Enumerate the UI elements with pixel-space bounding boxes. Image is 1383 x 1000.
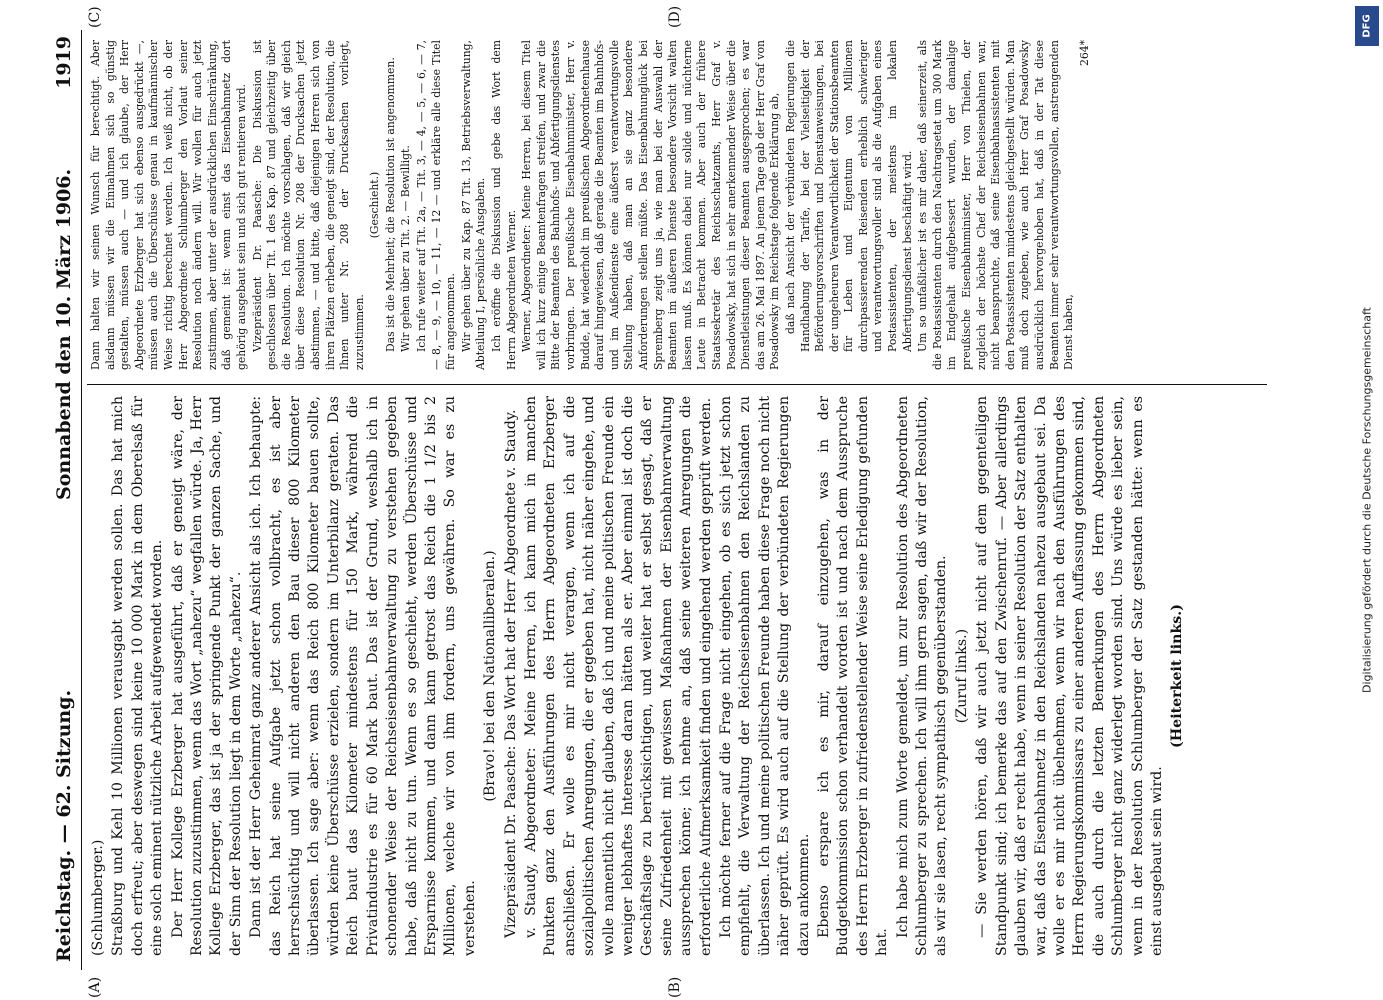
- paragraph: Ich habe mich zum Worte gemeldet, um zur Resolution des Abgeordneten Schlumberger zu sprechen. Ich will ihm gern sagen, daß wir der Resolution, als wir sie lasen, recht sympathisch gegenüberstanden.: [894, 396, 949, 956]
- laughter-note: (Heiterkeit links.): [1168, 604, 1185, 748]
- paragraph: Ich rufe weiter auf Tit. 2a, — Tit. 3, — 4, — 5, — 6, — 7, — 8, — 9, — 10, — 11, — 12 — und erkläre alle diese Titel für angenommen.: [414, 40, 457, 370]
- page-header: [47, 30, 82, 970]
- paragraph: Wir gehen über zu Tit. 2. — Bewilligt.: [398, 145, 412, 352]
- digitization-credit: Digitalisierung gefördert durch die Deutsche Forschungsgemeinschaft: [1360, 307, 1374, 693]
- action-note: (Geschieht.): [367, 171, 381, 239]
- margin-letter-d: (D): [666, 5, 683, 28]
- paragraph: v. Staudy, Abgeordneter: Meine Herren, ich kann mich in manchen Punkten ganz den Ausführungen des Herrn Abgeordneten Erzberger anschließen. Er wolle es mir nicht verargen, wenn ich auf die sozialpolitischen Anregungen, die er gegeben hat, nicht näher eingehe, und wolle namentlich nicht glauben, daß ich und meine politischen Freunde ein weniger lebhaftes Interesse daran hätten als er. Aber einmal ist doch die Geschäftslage zu berücksichtigen, und weiter hat er selbst gesagt, daß er seine Zufriedenheit mit gewissen Maßnahmen der Eisenbahnverwaltung aussprechen könne; ich nehme an, daß seine weiteren Anregungen die erforderliche Aufmerksamkeit finden und eingehend werden geprüft werden.: [522, 396, 714, 956]
- applause-note: (Bravo! bei den Nationalliberalen.): [481, 550, 498, 802]
- paragraph: Ebenso erspare ich es mir, darauf einzugehen, was in der Budgetkommission schon verhandelt worden ist und nach dem Ausspruche des Herrn Erzberger in zufriedenstellender Weise seine Erledigung gefunden hat.: [815, 396, 890, 956]
- rotated-newspaper-page: [47, 5, 1337, 998]
- paragraph: Dann halten wir seinen Wunsch für berechtigt. Aber alsdann müssen wir die Einnahmen sich so günstig gestalten, müssen auch — und ich glaube, der Herr Abgeordnete Erzberger hat sich ebenso ausgedrückt —, müssen auch die Überschüsse genau in kaufmännischer Weise richtig berechnet werden. Ich weiß nicht, ob der Herr Abgeordnete Schlumberger den Vorlaut seiner Resolution noch ändern will. Wir wollen für auch jetzt zustimmen, aber unter der ausdrücklichen Einschränkung, daß gemeint ist: wenn einst das Eisenbahnnetz dort gehörig ausgebaut sein und sich gut rentieren wird.: [88, 40, 248, 370]
- paragraph: Vizepräsident Dr. Paasche: Die Diskussion ist geschlossen über Tit. 1 des Kap. 87 und gleichzeitig über die Resolution. Ich möchte vorschlagen, daß wir gleich über diese Resolution Nr. 208 der Drucksachen jetzt abstimmen, — und bitte, daß diejenigen Herren sich von ihren Plätzen erheben, die geneigt sind, der Resolution, die Ihnen unter Nr. 208 der Drucksachen vorliegt, zuzustimmen.: [250, 40, 366, 370]
- header-session: Reichstag. — 62. Sitzung.: [52, 689, 75, 962]
- quoted-paragraph: daß nach Ansicht der verbündeten Regierungen die Handhabung der Tarife, bei der Vielseitigkeit der Beförderungsvorschriften und Dienstanweisungen, bei der ungeheuren Verantwortlichkeit der Stationsbeamten für Leben und Eigentum von Millionen durchpassierenden Reisenden erheblich schwieriger und verantwortungsvoller sind als die Aufgaben eines Postassistenten, der meistens im lokalen Abfertigungsdienst beschäftigt wird.: [783, 40, 914, 352]
- dfg-logo: DFG: [1355, 6, 1379, 46]
- paragraph: Straßburg und Kehl 10 Millionen verausgabt werden sollen. Das hat mich doch erfreut; aber deswegen sind keine 10 000 Mark in dem Oberelsaß für eine solch eminent nützliche Arbeit aufgewendet worden.: [109, 396, 165, 956]
- paragraph: Vizepräsident Dr. Paasche: Das Wort hat der Herr Abgeordnete v. Staudy.: [502, 409, 519, 938]
- speaker-tag: (Schlumberger.): [89, 839, 106, 956]
- column-left: [89, 396, 1269, 956]
- paragraph: Wir gehen über zu Kap. 87 Tit. 13, Betriebsverwaltung, Abteilung I, persönliche Ausgaben.: [459, 40, 487, 370]
- header-page-number: 1919: [52, 36, 75, 89]
- paragraph: Werner, Abgeordneter: Meine Herren, bei diesem Titel will ich kurz einige Beamtenfragen streifen, und zwar die Bitte der Beamten des Bahnhofs- und Abfertigungsdienstes vorbringen. Der preußische Eisenbahnminister, Herr v. Budde, hat wiederholt im preußischen Abgeordnetenhause darauf hingewiesen, daß gerade die Beamten im Bahnhofs- und im Außendienste eine äußerst verantwortungsvolle Stellung haben, daß man an sie ganz besondere Anforderungen stellen müßte. Das Eisenbahnunglück bei Spremberg zeigt uns ja, wie man bei der Auswahl der Beamten im äußeren Dienste besondere Vorsicht walten lassen muß. Es können dabei nur solide und nüchterne Leute in Betracht kommen. Aber auch der frühere Staatssekretär des Reichsschatzamts, Herr Graf v. Posadowsky, hat sich in sehr anerkennender Weise über die Dienstleistungen dieser Beamten ausgesprochen; es war das am 26. Mai 1897. An jenem Tage gab der Herr Graf von Posadowsky im Reichstage folgende Erklärung ab,: [519, 40, 781, 370]
- page-mark: 264*: [1077, 40, 1091, 67]
- margin-letter-a: (A): [86, 976, 103, 998]
- paragraph: Der Herr Kollege Erzberger hat ausgeführt, daß er geneigt wäre, der Resolution zuzustimmen, wenn das Wort „nahezu“ wegfallen würde. Ja, Herr Kollege Erzberger, das ist ja der springende Punkt der ganzen Sache, und der Sinn der Resolution liegt in dem Worte „nahezu“.: [169, 396, 244, 956]
- margin-letter-b: (B): [666, 976, 683, 998]
- paragraph: Um so unfaßlicher ist es mir daher, daß seinerzeit, als die Postassistenten durch den Nachtragsetat um 300 Mark im Endgehalt aufgebessert wurden, der damalige preußische Eisenbahnminister, Herr von Thielen, der zugleich der höchste Chef der Reichseisenbahnen war, nicht beanspruchte, daß seine Eisenbahnassistenten mit den Postassistenten mindestens gleichgestellt würden. Man muß doch zugeben, wie auch Herr Graf Posadowsky ausdrücklich hervorgehoben hat, daß in der Tat diese Beamten immer sehr verantwortungsvollen, anstrengenden Dienst haben,: [915, 40, 1075, 370]
- column-right: [89, 40, 1269, 370]
- paragraph: — Sie werden hören, daß wir auch jetzt nicht auf dem gegenteiligen Standpunkt sind; ich bemerke das auf den Zwischenruf. — Aber allerdings glauben wir, daß er recht habe, wenn in seiner Resolution der Satz enthalten war, daß das Eisenbahnnetz in den Reichslanden nahezu ausgebaut sei. Da wolle er es mir nicht übelnehmen, wenn wir nach den Ausführungen des Herrn Regierungskommissars zu einer anderen Auffassung gekommen sind, die auch durch die letzten Bemerkungen des Herrn Abgeordneten Schlumberger nicht ganz widerlegt worden sind. Uns würde es lieber sein, wenn in der Resolution Schlumberger der Satz gestanden hätte: wenn es einst ausgebaut sein wird.: [973, 396, 1165, 956]
- paragraph: Dann ist der Herr Geheimrat ganz anderer Ansicht als ich. Ich behaupte: das Reich hat seine Aufgabe jetzt schon vollbracht, es ist aber herrschsüchtig und will nicht anderen den Bau dieser 800 Kilometer überlassen. Ich sage aber: wenn das Reich 800 Kilometer bauen sollte, würden keine Überschüsse erzielen, sondern im Unterbilanz geraten. Das Reich baut das Kilometer mindestens für 150 Mark, während die Privatindustrie es für 60 Mark baut. Das ist der Grund, weshalb ich in schonender Weise der Reichseisenbahnverwaltung zu verstehen gegeben habe, daß nicht zu tun. Wenn es so geschieht, werden Überschüsse und Ersparnisse kommen, und dann kann getrost das Reich die 1 1/2 bis 2 Millionen, welche wir von ihm fordern, uns gewähren. So war es zu verstehen.: [247, 396, 478, 956]
- column-divider: [87, 384, 1267, 385]
- paragraph: Ich möchte ferner auf die Frage nicht eingehen, ob es sich jetzt schon empfiehlt, die Verwaltung der Reichseisenbahnen den Reichslanden zu überlassen. Ich und meine politischen Freunde haben diese Frage noch nicht näher geprüft. Es wird auch auf die Stellung der verbündeten Regierungen dazu ankommen.: [717, 396, 812, 956]
- paragraph: Das ist die Mehrheit; die Resolution ist angenommen.: [383, 57, 397, 352]
- header-date: Sonnabend den 10. März 1906.: [52, 168, 75, 500]
- interjection-note: (Zuruf links.): [953, 628, 970, 724]
- paragraph: Ich eröffne die Diskussion und gebe das Wort dem Herrn Abgeordneten Werner.: [489, 40, 518, 370]
- margin-letter-c: (C): [86, 6, 103, 28]
